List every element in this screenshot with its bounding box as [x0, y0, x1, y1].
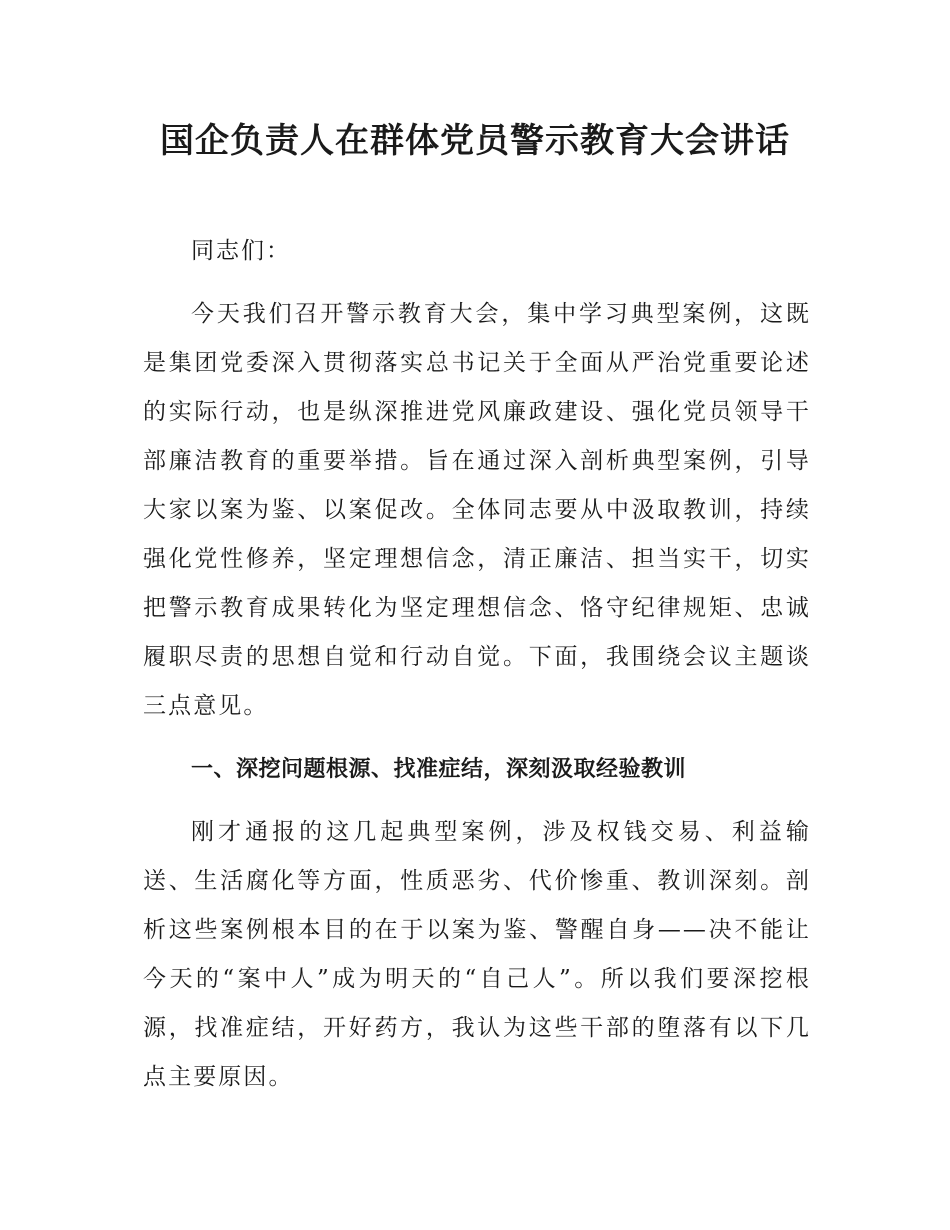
- document-title: 国企负责人在群体党员警示教育大会讲话: [160, 121, 790, 161]
- document-body: [143, 227, 811, 1102]
- section-heading-1: 一、深挖问题根源、找准症结，深刻汲取经验教训: [191, 757, 687, 782]
- greeting-line: 同志们：: [191, 238, 291, 264]
- body-paragraph-1: 今天我们召开警示教育大会，集中学习典型案例，这既是集团党委深入贯彻落实总书记关于全面从严治党重要论述的实际行动，也是纵深推进党风廉政建设、强化党员领导干部廉洁教育的重要举措。旨在通过深入剖析典型案例，引导大家以案为鉴、以案促改。全体同志要从中汲取教训，持续强化党性修养，坚定理想信念，清正廉洁、担当实干，切实把警示教育成果转化为坚定理想信念、恪守纪律规矩、忠诚履职尽责的思想自觉和行动自觉。下面，我围绕会议主题谈三点意见。: [143, 301, 811, 719]
- body-paragraph-2: 刚才通报的这几起典型案例，涉及权钱交易、利益输送、生活腐化等方面，性质恶劣、代价惨重、教训深刻。剖析这些案例根本目的在于以案为鉴、警醒自身——决不能让今天的“案中人”成为明天的“自己人”。所以我们要深挖根源，找准症结，开好药方，我认为这些干部的堕落有以下几点主要原因。: [143, 819, 811, 1090]
